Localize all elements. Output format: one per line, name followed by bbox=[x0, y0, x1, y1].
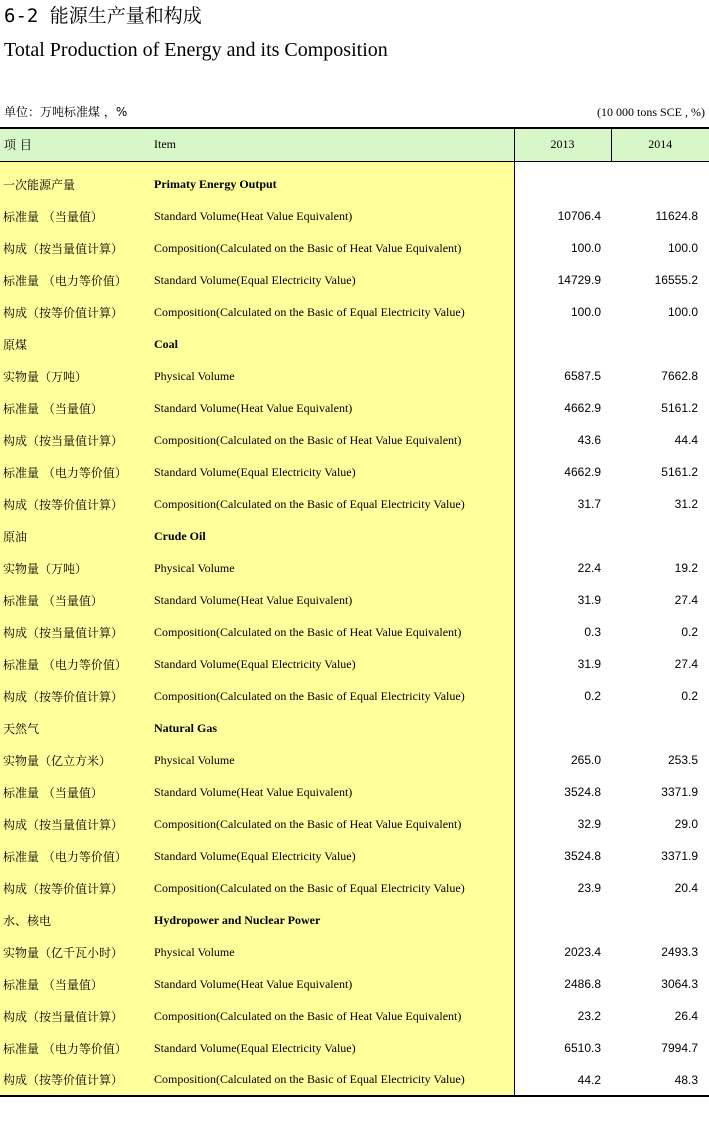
value-2014: 27.4 bbox=[674, 593, 698, 607]
value-2013: 31.9 bbox=[514, 584, 611, 616]
row-label-en: Composition(Calculated on the Basic of Heat Value Equivalent) bbox=[150, 808, 514, 840]
value-2013 bbox=[514, 904, 611, 936]
header-year-2013: 2013 bbox=[514, 128, 611, 161]
value-2013: 14729.9 bbox=[514, 264, 611, 296]
value-2014: 16555.2 bbox=[654, 273, 698, 287]
row-label-cn: 标准量 （当量值） bbox=[0, 968, 150, 1000]
value-2013: 2023.4 bbox=[514, 936, 611, 968]
row-label-cn: 实物量（亿千瓦小时） bbox=[0, 936, 150, 968]
value-2014 bbox=[611, 520, 709, 552]
value-2014: 26.4 bbox=[674, 1009, 698, 1023]
row-label-en: Standard Volume(Equal Electricity Value) bbox=[150, 264, 514, 296]
table-row bbox=[0, 1064, 709, 1096]
header-year-2014: 2014 bbox=[611, 128, 709, 161]
value-2014: 3064.3 bbox=[661, 977, 698, 991]
row-label-cn: 标准量 （当量值） bbox=[0, 200, 150, 232]
value-2013 bbox=[514, 712, 611, 744]
row-label-cn: 天然气 bbox=[0, 712, 150, 744]
row-label-cn: 构成（按当量值计算） bbox=[0, 232, 150, 264]
row-label-en: Composition(Calculated on the Basic of Equal Electricity Value) bbox=[150, 872, 514, 904]
row-label-cn: 构成（按当量值计算） bbox=[0, 424, 150, 456]
header-item-en: Item bbox=[150, 128, 514, 161]
value-2013: 100.0 bbox=[514, 296, 611, 328]
value-2013: 3524.8 bbox=[514, 840, 611, 872]
table-row bbox=[0, 161, 709, 200]
row-label-cn: 标准量 （电力等价值） bbox=[0, 1032, 150, 1064]
row-label-en: Natural Gas bbox=[150, 712, 514, 744]
row-label-cn: 原煤 bbox=[0, 328, 150, 360]
unit-label-cn: 单位：万吨标准煤 ，% bbox=[4, 105, 128, 119]
table-row bbox=[0, 1000, 709, 1032]
table-row bbox=[0, 744, 709, 776]
row-label-en: Composition(Calculated on the Basic of Equal Electricity Value) bbox=[150, 488, 514, 520]
row-label-en: Standard Volume(Heat Value Equivalent) bbox=[150, 776, 514, 808]
row-label-cn: 构成（按等价值计算） bbox=[0, 296, 150, 328]
unit-label-en: (10 000 tons SCE , %) bbox=[597, 105, 705, 119]
row-label-en: Primaty Energy Output bbox=[150, 161, 514, 200]
value-2014: 31.2 bbox=[674, 497, 698, 511]
table-row bbox=[0, 936, 709, 968]
table-row bbox=[0, 680, 709, 712]
row-label-cn: 构成（按当量值计算） bbox=[0, 616, 150, 648]
row-label-cn: 构成（按等价值计算） bbox=[0, 872, 150, 904]
row-label-en: Coal bbox=[150, 328, 514, 360]
row-label-en: Crude Oil bbox=[150, 520, 514, 552]
page-title-en: Total Production of Energy and its Composition bbox=[4, 39, 388, 61]
row-label-cn: 构成（按当量值计算） bbox=[0, 808, 150, 840]
value-2014: 27.4 bbox=[674, 657, 698, 671]
table-row bbox=[0, 520, 709, 552]
value-2013: 2486.8 bbox=[514, 968, 611, 1000]
row-label-en: Standard Volume(Heat Value Equivalent) bbox=[150, 392, 514, 424]
row-label-en: Composition(Calculated on the Basic of Heat Value Equivalent) bbox=[150, 1000, 514, 1032]
row-label-cn: 标准量 （电力等价值） bbox=[0, 648, 150, 680]
row-label-cn: 水、核电 bbox=[0, 904, 150, 936]
row-label-en: Physical Volume bbox=[150, 936, 514, 968]
value-2014: 11624.8 bbox=[655, 209, 698, 223]
row-label-en: Composition(Calculated on the Basic of Heat Value Equivalent) bbox=[150, 616, 514, 648]
table-row bbox=[0, 776, 709, 808]
value-2014: 0.2 bbox=[681, 689, 698, 703]
row-label-en: Standard Volume(Heat Value Equivalent) bbox=[150, 968, 514, 1000]
row-label-cn: 构成（按等价值计算） bbox=[0, 488, 150, 520]
page-title-cn: 6-2 能源生产量和构成 bbox=[4, 5, 202, 27]
value-2014: 3371.9 bbox=[661, 785, 698, 799]
value-2014 bbox=[611, 712, 709, 744]
value-2013: 265.0 bbox=[514, 744, 611, 776]
value-2014: 19.2 bbox=[674, 561, 698, 575]
table-row bbox=[0, 904, 709, 936]
row-label-cn: 构成（按等价值计算） bbox=[0, 1064, 150, 1096]
table-row bbox=[0, 296, 709, 328]
table-row bbox=[0, 712, 709, 744]
row-label-en: Composition(Calculated on the Basic of Equal Electricity Value) bbox=[150, 296, 514, 328]
row-label-en: Standard Volume(Heat Value Equivalent) bbox=[150, 584, 514, 616]
row-label-cn: 实物量（万吨） bbox=[0, 552, 150, 584]
table-row bbox=[0, 1032, 709, 1064]
table-row bbox=[0, 488, 709, 520]
value-2013: 32.9 bbox=[514, 808, 611, 840]
row-label-en: Standard Volume(Equal Electricity Value) bbox=[150, 648, 514, 680]
value-2013: 0.3 bbox=[514, 616, 611, 648]
row-label-en: Composition(Calculated on the Basic of Equal Electricity Value) bbox=[150, 1064, 514, 1096]
value-2013 bbox=[514, 161, 611, 200]
table-row bbox=[0, 328, 709, 360]
row-label-en: Composition(Calculated on the Basic of Heat Value Equivalent) bbox=[150, 232, 514, 264]
value-2014: 0.2 bbox=[681, 625, 698, 639]
value-2013: 6587.5 bbox=[514, 360, 611, 392]
table-body bbox=[0, 161, 709, 1096]
table-row bbox=[0, 552, 709, 584]
table-row bbox=[0, 200, 709, 232]
table-row bbox=[0, 648, 709, 680]
row-label-cn: 构成（按当量值计算） bbox=[0, 1000, 150, 1032]
value-2013: 3524.8 bbox=[514, 776, 611, 808]
value-2014: 7994.7 bbox=[661, 1041, 698, 1055]
value-2013: 100.0 bbox=[514, 232, 611, 264]
row-label-cn: 标准量 （当量值） bbox=[0, 776, 150, 808]
value-2014: 100.0 bbox=[667, 241, 698, 255]
value-2013: 10706.4 bbox=[514, 200, 611, 232]
value-2013 bbox=[514, 328, 611, 360]
value-2014: 7662.8 bbox=[661, 369, 698, 383]
row-label-en: Physical Volume bbox=[150, 552, 514, 584]
value-2013: 43.6 bbox=[514, 424, 611, 456]
value-2014: 44.4 bbox=[674, 433, 698, 447]
value-2013: 23.9 bbox=[514, 872, 611, 904]
table-row bbox=[0, 392, 709, 424]
value-2013: 4662.9 bbox=[514, 456, 611, 488]
value-2013: 4662.9 bbox=[514, 392, 611, 424]
value-2013: 22.4 bbox=[514, 552, 611, 584]
value-2014: 3371.9 bbox=[661, 849, 698, 863]
row-label-en: Physical Volume bbox=[150, 360, 514, 392]
row-label-cn: 构成（按等价值计算） bbox=[0, 680, 150, 712]
row-label-cn: 标准量 （电力等价值） bbox=[0, 840, 150, 872]
row-label-en: Standard Volume(Heat Value Equivalent) bbox=[150, 200, 514, 232]
table-row bbox=[0, 808, 709, 840]
value-2013: 44.2 bbox=[514, 1064, 611, 1096]
row-label-cn: 实物量（万吨） bbox=[0, 360, 150, 392]
table-row bbox=[0, 584, 709, 616]
value-2014: 5161.2 bbox=[661, 401, 698, 415]
row-label-en: Hydropower and Nuclear Power bbox=[150, 904, 514, 936]
row-label-cn: 原油 bbox=[0, 520, 150, 552]
energy-production-table bbox=[0, 127, 709, 1097]
row-label-en: Physical Volume bbox=[150, 744, 514, 776]
header-item-cn: 项 目 bbox=[0, 128, 150, 161]
value-2013: 23.2 bbox=[514, 1000, 611, 1032]
table-header-row bbox=[0, 128, 709, 161]
table-row bbox=[0, 360, 709, 392]
table-row bbox=[0, 456, 709, 488]
value-2014: 253.5 bbox=[667, 753, 698, 767]
value-2014: 20.4 bbox=[674, 881, 698, 895]
table-row bbox=[0, 968, 709, 1000]
value-2014: 5161.2 bbox=[661, 465, 698, 479]
value-2014: 48.3 bbox=[611, 1064, 709, 1096]
value-2014 bbox=[611, 328, 709, 360]
value-2014: 2493.3 bbox=[661, 945, 698, 959]
row-label-cn: 一次能源产量 bbox=[0, 161, 150, 200]
value-2013: 6510.3 bbox=[514, 1032, 611, 1064]
row-label-cn: 标准量 （当量值） bbox=[0, 584, 150, 616]
table-row bbox=[0, 872, 709, 904]
value-2014: 100.0 bbox=[667, 305, 698, 319]
table-row bbox=[0, 616, 709, 648]
value-2013 bbox=[514, 520, 611, 552]
table-row bbox=[0, 232, 709, 264]
table-row bbox=[0, 424, 709, 456]
table-row bbox=[0, 264, 709, 296]
value-2014 bbox=[611, 161, 709, 200]
row-label-cn: 标准量 （当量值） bbox=[0, 392, 150, 424]
row-label-en: Composition(Calculated on the Basic of Heat Value Equivalent) bbox=[150, 424, 514, 456]
row-label-en: Composition(Calculated on the Basic of Equal Electricity Value) bbox=[150, 680, 514, 712]
value-2014 bbox=[611, 904, 709, 936]
row-label-en: Standard Volume(Equal Electricity Value) bbox=[150, 1032, 514, 1064]
value-2013: 31.7 bbox=[514, 488, 611, 520]
row-label-cn: 标准量 （电力等价值） bbox=[0, 456, 150, 488]
value-2013: 0.2 bbox=[514, 680, 611, 712]
row-label-en: Standard Volume(Equal Electricity Value) bbox=[150, 840, 514, 872]
row-label-cn: 标准量 （电力等价值） bbox=[0, 264, 150, 296]
row-label-cn: 实物量（亿立方米） bbox=[0, 744, 150, 776]
value-2013: 31.9 bbox=[514, 648, 611, 680]
table-row bbox=[0, 840, 709, 872]
row-label-en: Standard Volume(Equal Electricity Value) bbox=[150, 456, 514, 488]
value-2014: 29.0 bbox=[674, 817, 698, 831]
